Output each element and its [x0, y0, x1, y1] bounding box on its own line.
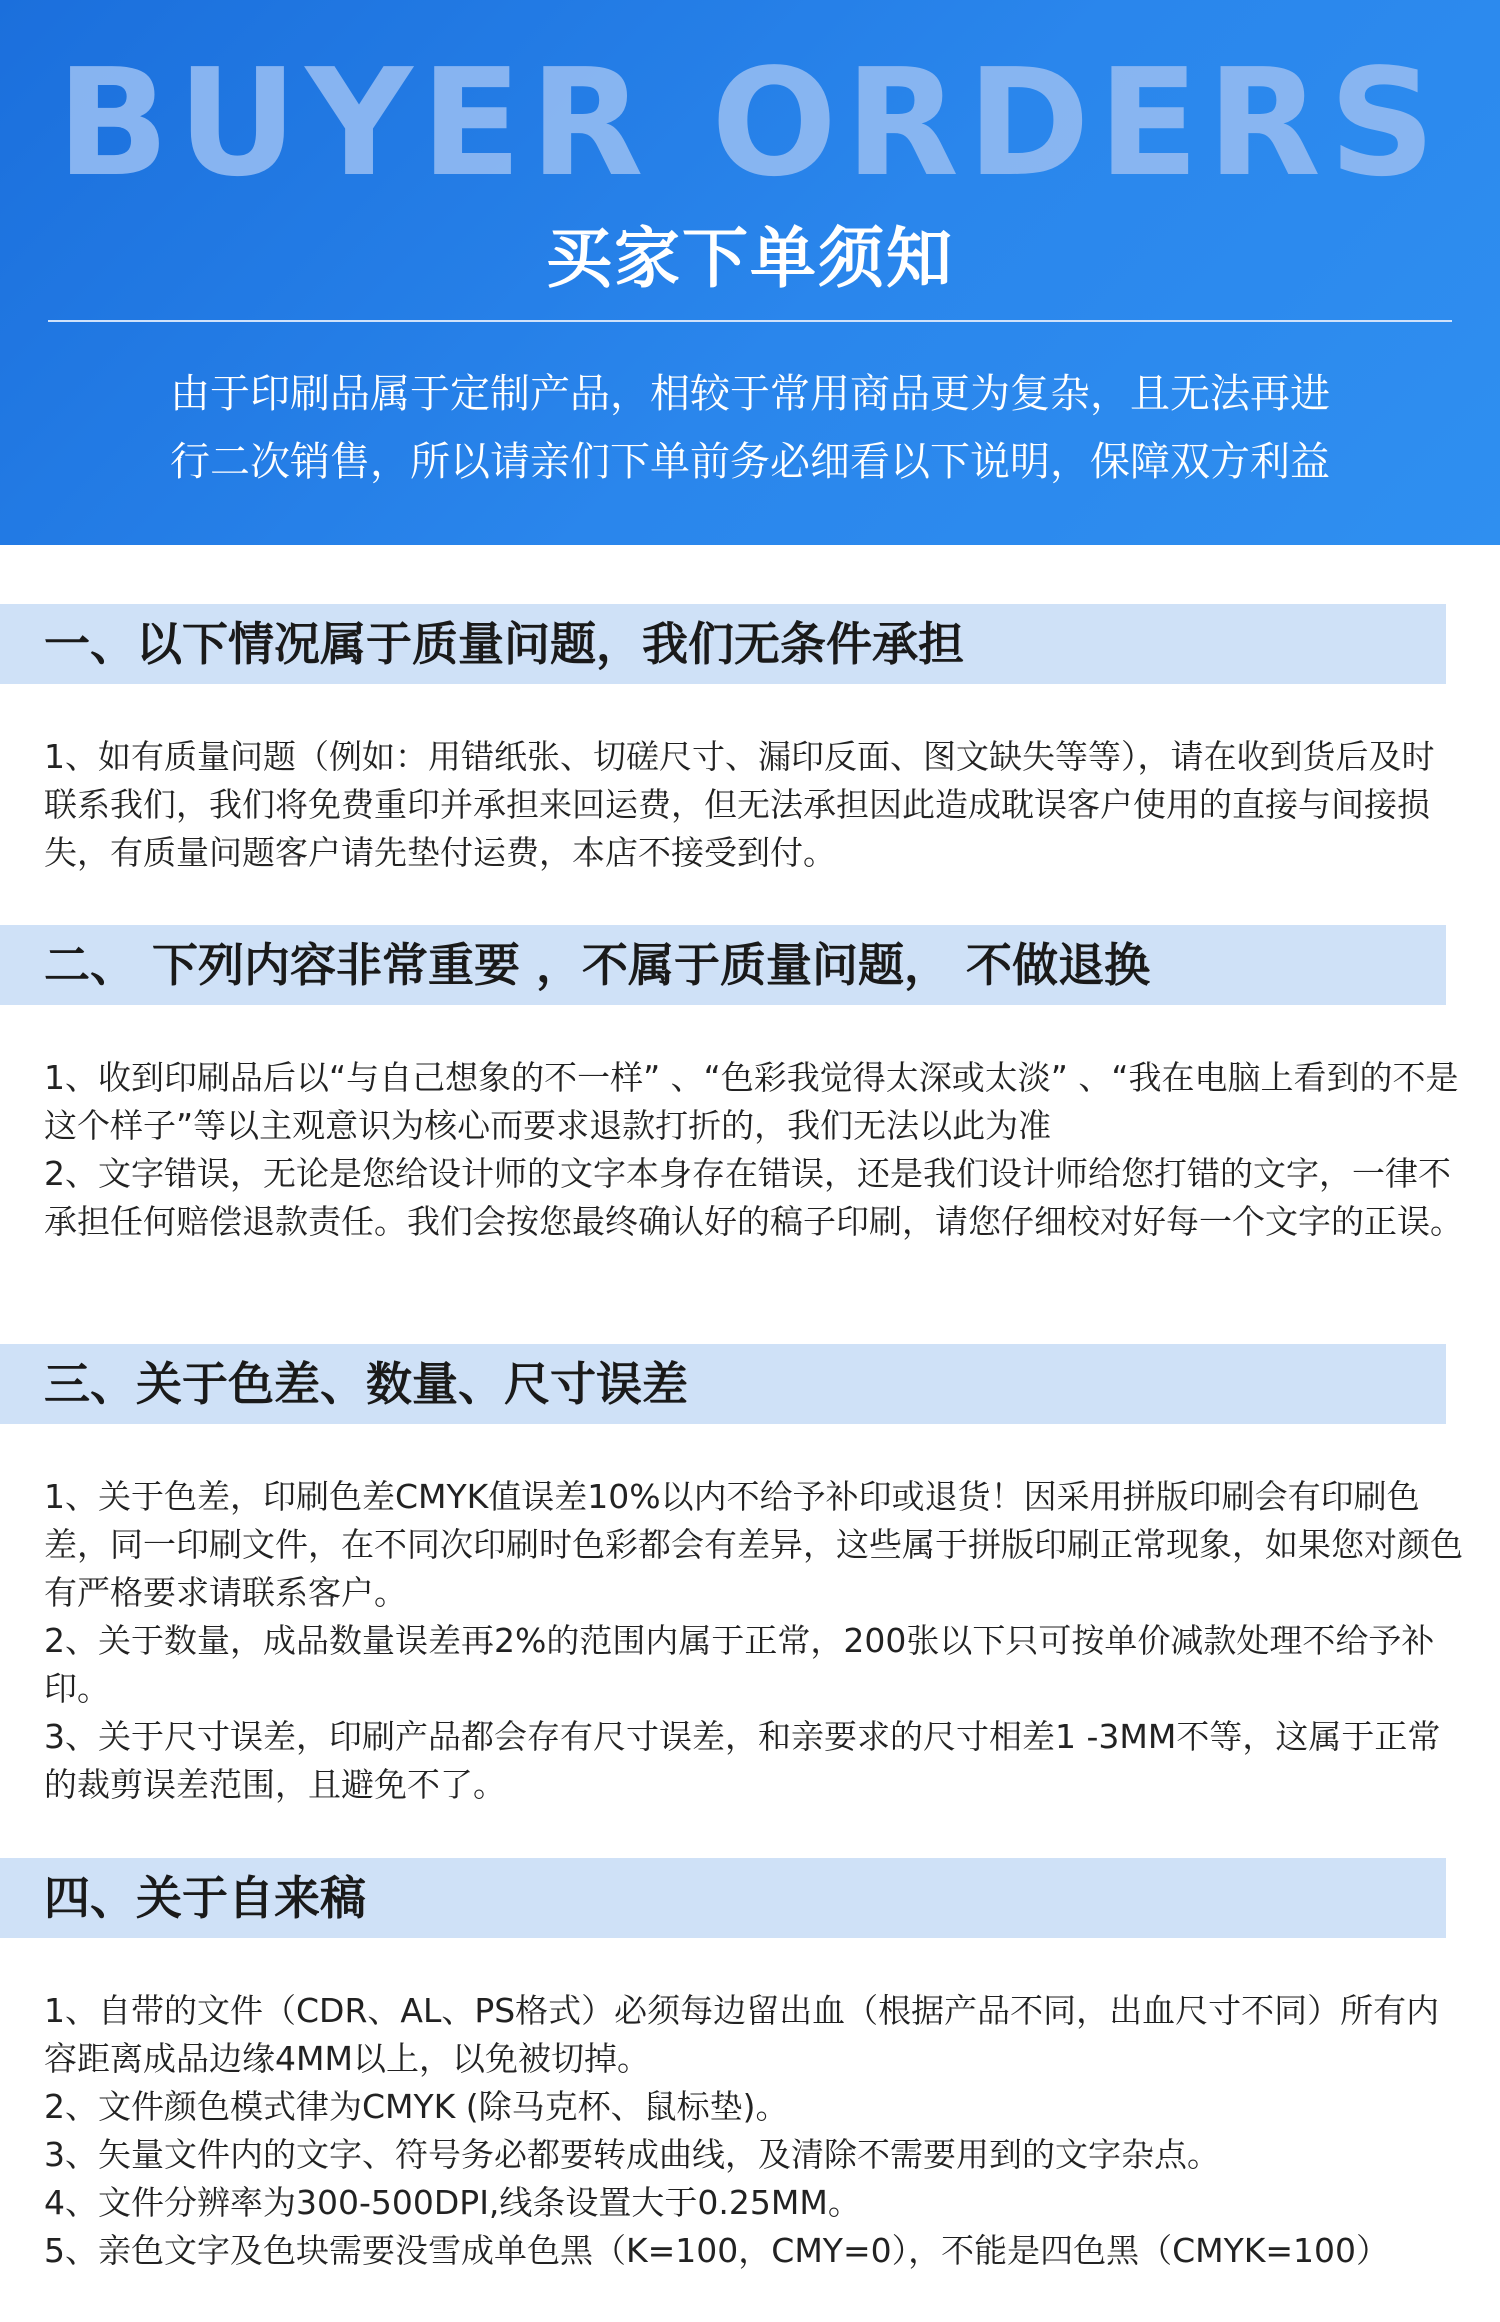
banner-subtitle: 买家下单须知 — [546, 220, 954, 297]
section-3-heading — [0, 1344, 1446, 1424]
section-4-body — [44, 1987, 1464, 2275]
section-2-title: 二、 下列内容非常重要 ，不属于质量问题， 不做退换 — [44, 938, 1151, 992]
banner-title: BUYER ORDERS — [56, 37, 1444, 209]
header-banner — [0, 0, 1500, 545]
section-3-paragraph-3: 3、关于尺寸误差，印刷产品都会存有尺寸误差，和亲要求的尺寸相差1 -3MM不等，这属于正常的裁剪误差范围，且避免不了。 — [44, 1717, 1441, 1804]
section-4-title: 四、关于自来稿 — [44, 1871, 366, 1925]
section-4-paragraph-5: 5、亲色文字及色块需要没雪成单色黑（K=100，CMY=0），不能是四色黑（CMYK=100） — [44, 2231, 1390, 2270]
section-4-paragraph-1: 1、自带的文件（CDR、AL、PS格式）必须每边留出血（根据产品不同，出血尺寸不同）所有内容距离成品边缘4MM以上，以免被切掉。 — [44, 1991, 1440, 2078]
banner-intro-line-2: 行二次销售，所以请亲们下单前务必细看以下说明，保障双方利益 — [170, 439, 1330, 485]
banner-divider — [48, 320, 1452, 322]
section-2-paragraph-1: 1、收到印刷品后以“与自己想象的不一样” 、“色彩我觉得太深或太淡” 、“我在电脑上看到的不是这个样子”等以主观意识为核心而要求退款打折的，我们无法以此为准 — [44, 1058, 1459, 1145]
section-4-paragraph-2: 2、文件颜色模式律为CMYK (除马克杯、鼠标垫)。 — [44, 2087, 789, 2126]
banner-intro-line-1: 由于印刷品属于定制产品，相较于常用商品更为复杂，且无法再进 — [170, 371, 1330, 417]
section-4-heading — [0, 1858, 1446, 1938]
section-1-body — [44, 733, 1464, 877]
banner-intro — [80, 360, 1420, 496]
section-3-paragraph-1: 1、关于色差，印刷色差CMYK值误差10%以内不给予补印或退货！因采用拼版印刷会有印刷色差，同一印刷文件，在不同次印刷时色彩都会有差异，这些属于拼版印刷正常现象，如果您对颜色有严格要求请联系客户。 — [44, 1477, 1463, 1612]
section-1-paragraph-1: 1、如有质量问题（例如：用错纸张、切磋尺寸、漏印反面、图文缺失等等），请在收到货后及时联系我们，我们将免费重印并承担来回运费，但无法承担因此造成耽误客户使用的直接与间接损失，有质量问题客户请先垫付运费，本店不接受到付。 — [44, 737, 1435, 872]
section-2-body — [44, 1054, 1464, 1246]
section-1-title: 一、以下情况属于质量问题，我们无条件承担 — [44, 617, 964, 671]
section-3-title: 三、关于色差、数量、尺寸误差 — [44, 1357, 688, 1411]
section-2-paragraph-2: 2、文字错误，无论是您给设计师的文字本身存在错误，还是我们设计师给您打错的文字，一律不承担任何赔偿退款责任。我们会按您最终确认好的稿子印刷，请您仔细校对好每一个文字的正误。 — [44, 1154, 1463, 1241]
section-3-paragraph-2: 2、关于数量，成品数量误差再2%的范围内属于正常，200张以下只可按单价减款处理不给予补印。 — [44, 1621, 1435, 1708]
section-1-heading — [0, 604, 1446, 684]
section-4-paragraph-4: 4、文件分辨率为300-500DPI,线条设置大于0.25MM。 — [44, 2183, 861, 2222]
section-3-body — [44, 1473, 1464, 1809]
section-4-paragraph-3: 3、矢量文件内的文字、符号务必都要转成曲线，及清除不需要用到的文字杂点。 — [44, 2135, 1220, 2174]
section-2-heading — [0, 925, 1446, 1005]
